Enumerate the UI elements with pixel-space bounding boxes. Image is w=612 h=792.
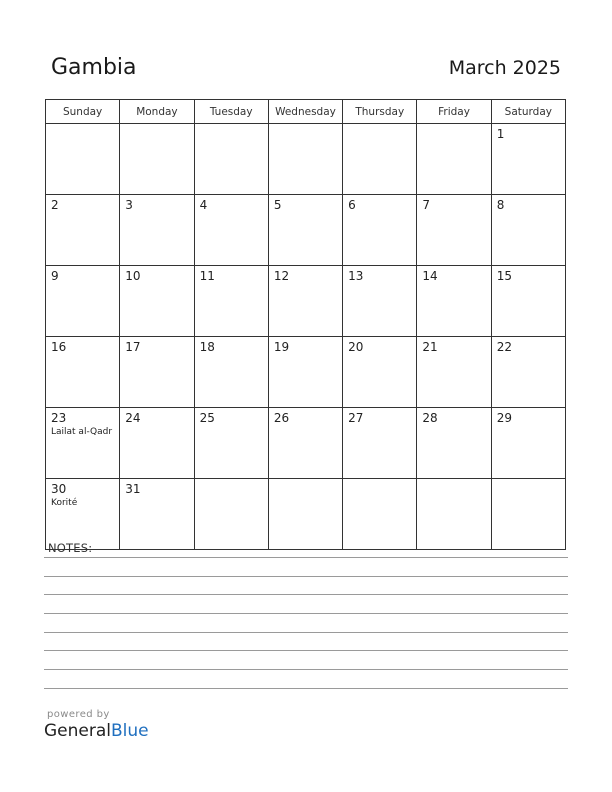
- generalblue-logo: [44, 721, 149, 741]
- day-cell: [343, 266, 417, 337]
- weekday-tuesday: Tuesday: [194, 100, 268, 124]
- day-cell: [343, 195, 417, 266]
- day-number: 4: [199, 198, 208, 212]
- day-number: 27: [348, 411, 364, 425]
- day-cell: [194, 266, 268, 337]
- day-cell: [491, 408, 565, 479]
- day-cell: [268, 479, 342, 550]
- day-cell: [120, 408, 194, 479]
- day-number: 10: [125, 269, 141, 283]
- country-title: Gambia: [51, 55, 137, 80]
- note-line: [44, 613, 568, 614]
- day-cell: [120, 124, 194, 195]
- day-cell: [343, 408, 417, 479]
- weekday-saturday: Saturday: [491, 100, 565, 124]
- day-cell: [268, 337, 342, 408]
- day-cell: [343, 479, 417, 550]
- weekday-header-row: [46, 100, 566, 124]
- day-cell: [417, 479, 491, 550]
- day-cell: [46, 408, 120, 479]
- day-cell: [194, 479, 268, 550]
- weekday-wednesday: Wednesday: [268, 100, 342, 124]
- day-number: 2: [51, 198, 59, 212]
- day-number: 26: [273, 411, 290, 425]
- day-cell: [46, 337, 120, 408]
- note-line: [44, 576, 568, 577]
- week-row: [46, 266, 566, 337]
- powered-by-text: powered by: [47, 709, 110, 720]
- day-cell: [417, 266, 491, 337]
- weekday-sunday: Sunday: [46, 100, 120, 124]
- day-cell: [491, 124, 565, 195]
- day-cell: [194, 408, 268, 479]
- day-cell: [194, 337, 268, 408]
- note-line: [44, 650, 568, 651]
- day-number: 7: [422, 198, 431, 212]
- day-cell: [194, 124, 268, 195]
- day-number: 23: [51, 411, 67, 425]
- day-cell: [417, 195, 491, 266]
- day-cell: [120, 266, 194, 337]
- day-number: 28: [422, 411, 438, 425]
- day-number: 31: [125, 482, 141, 496]
- brand-general: General: [44, 721, 111, 741]
- day-cell: [120, 337, 194, 408]
- day-cell: [46, 479, 120, 550]
- day-number: 13: [348, 269, 364, 283]
- day-number: 25: [199, 411, 215, 425]
- day-cell: [268, 124, 342, 195]
- day-number: 19: [273, 340, 290, 354]
- day-cell: [268, 408, 342, 479]
- day-number: 8: [496, 198, 505, 212]
- day-number: 12: [273, 269, 290, 283]
- brand-blue: Blue: [111, 721, 149, 741]
- day-number: 17: [125, 340, 141, 354]
- day-number: 3: [125, 198, 133, 212]
- day-cell: [417, 408, 491, 479]
- weekday-thursday: Thursday: [343, 100, 417, 124]
- day-number: 24: [125, 411, 141, 425]
- day-cell: [46, 124, 120, 195]
- day-cell: [268, 195, 342, 266]
- day-number: 5: [273, 198, 282, 212]
- day-number: 15: [496, 269, 512, 283]
- day-cell: [194, 195, 268, 266]
- day-cell: [120, 195, 194, 266]
- month-year-title: March 2025: [448, 57, 561, 79]
- day-cell: [491, 266, 565, 337]
- day-number: 6: [348, 198, 356, 212]
- day-number: 14: [422, 269, 438, 283]
- weekday-monday: Monday: [120, 100, 194, 124]
- day-number: 9: [51, 269, 59, 283]
- day-number: 30: [51, 482, 67, 496]
- day-number: 29: [496, 411, 512, 425]
- note-line: [44, 632, 568, 633]
- day-number: 18: [199, 340, 215, 354]
- note-line: [44, 594, 568, 595]
- calendar-grid: [45, 99, 566, 550]
- day-cell: [120, 479, 194, 550]
- day-cell: [491, 337, 565, 408]
- day-number: 1: [496, 127, 505, 141]
- day-number: 22: [496, 340, 512, 354]
- day-cell: [417, 337, 491, 408]
- day-cell: [46, 195, 120, 266]
- holiday-label: Lailat al-Qadr: [51, 427, 113, 437]
- notes-label: NOTES:: [48, 541, 93, 555]
- week-row: [46, 124, 566, 195]
- holiday-label: Korité: [51, 498, 78, 508]
- day-cell: [491, 195, 565, 266]
- day-number: 21: [422, 340, 438, 354]
- day-cell: [491, 479, 565, 550]
- weekday-friday: Friday: [417, 100, 491, 124]
- week-row: [46, 408, 566, 479]
- day-cell: [343, 124, 417, 195]
- day-number: 20: [348, 340, 364, 354]
- week-row: [46, 195, 566, 266]
- note-line: [44, 557, 568, 558]
- day-number: 11: [199, 269, 215, 283]
- day-cell: [417, 124, 491, 195]
- day-number: 16: [51, 340, 67, 354]
- note-line: [44, 669, 568, 670]
- day-cell: [268, 266, 342, 337]
- day-cell: [343, 337, 417, 408]
- day-cell: [46, 266, 120, 337]
- note-line: [44, 688, 568, 689]
- week-row: [46, 479, 566, 550]
- week-row: [46, 337, 566, 408]
